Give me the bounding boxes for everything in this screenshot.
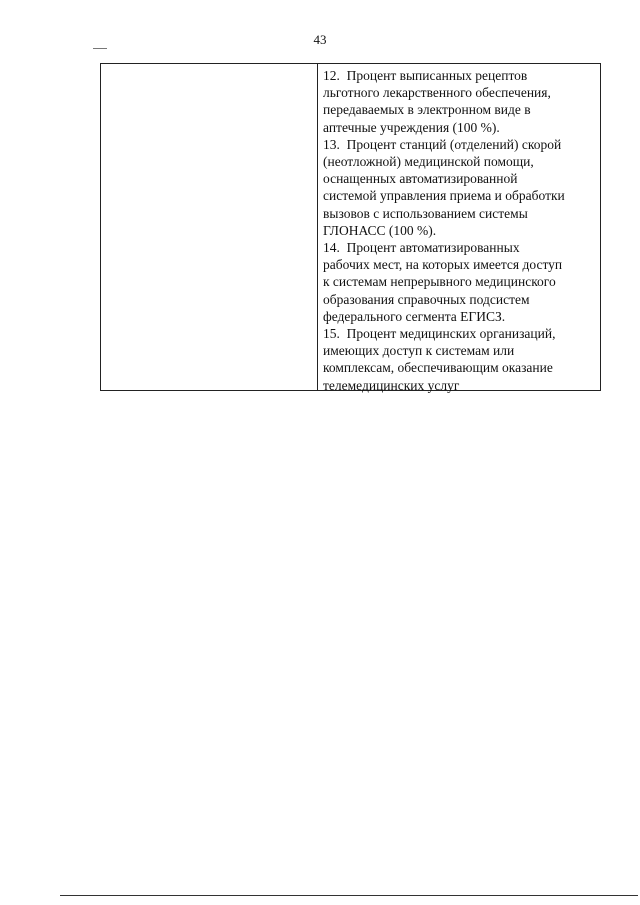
scan-mark: [93, 48, 107, 49]
item-line: Процент станций (отделений) скорой: [346, 136, 562, 152]
item-line: к системам непрерывного медицинского: [323, 274, 556, 290]
item-line: Процент медицинских организаций,: [346, 326, 556, 342]
item-line: федерального сегмента ЕГИСЗ.: [323, 308, 506, 324]
table-cell-left: [101, 64, 318, 390]
item-line: системой управления приема и обработки: [323, 188, 565, 204]
item-line: Процент выписанных рецептов: [346, 68, 528, 83]
list-item-13: [323, 136, 596, 239]
page-number: 43: [313, 32, 327, 47]
item-number: 14.: [323, 240, 340, 256]
item-line: передаваемых в электронном виде в: [323, 102, 531, 118]
item-line: телемедицинских услуг: [323, 377, 460, 393]
item-line: оснащенных автоматизированной: [323, 171, 518, 187]
item-line: аптечные учреждения (100 %).: [323, 119, 500, 135]
list-item-15: [323, 325, 596, 394]
item-number: 12.: [323, 68, 340, 83]
item-number: 15.: [323, 326, 340, 342]
item-line: имеющих доступ к системам или: [323, 343, 515, 359]
item-line: комплексам, обеспечивающим оказание: [323, 360, 553, 376]
list-item-12: [323, 67, 596, 136]
item-line: образования справочных подсистем: [323, 291, 530, 307]
content-table: [100, 63, 601, 391]
footer-rule: [60, 895, 638, 896]
item-line: ГЛОНАСС (100 %).: [323, 222, 437, 238]
table-cell-right: [318, 64, 600, 393]
item-line: (неотложной) медицинской помощи,: [323, 154, 534, 170]
item-number: 13.: [323, 136, 340, 152]
item-line: вызовов с использованием системы: [323, 205, 528, 221]
item-line: льготного лекарственного обеспечения,: [323, 85, 551, 101]
list-item-14: [323, 239, 596, 325]
item-line: Процент автоматизированных: [346, 240, 520, 256]
item-line: рабочих мест, на которых имеется доступ: [323, 257, 563, 273]
